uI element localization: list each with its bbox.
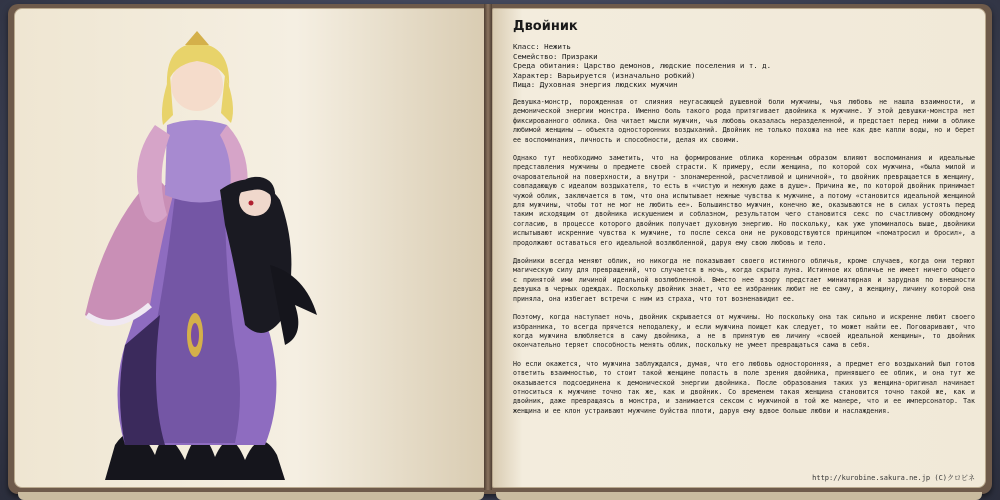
entry-content xyxy=(513,19,975,425)
meta-family: Семейство: Призраки xyxy=(513,51,598,61)
entry-title: Двойник xyxy=(513,19,578,34)
entry-paragraph: Однако тут необходимо заметить, что на формирование облика коренным образом влияют воспоминания и идеальные представления мужчины о предмете своей страсти. К примеру, если женщина, по которой сох мужчина, «была милой и очаровательной на поверхности, а внутри - злонамеренной, расчетливой и циничной», то двойник превращается в женщину, совпадающую с идеалом воздыхателя, то есть в «чистую и нежную даже в душе». Причина же, по которой двойник принимает чужой облик, заключается в том, что она испытывает нежные чувства к мужчине, а потому «становится идеальной женщиной для мужчины, чтобы тот не мог не любить ее». Большинство мужчин, конечно же, оказываются не в силах устоять перед таким исходящим от двойника искушением и соблазном, результатом чего становится секс по счастливому обоюдному согласию, в процессе которого двойник получает духовную энергию. Но поскольку, как уже упоминалось выше, двойники испытывают искренние чувства к мужчине, то после секса они не руководствуются принципом «поматросил и бросил», а продолжают оставаться его идеальной возлюбленной, даруя ему свою любовь и тело. xyxy=(513,154,975,247)
right-page-edge xyxy=(496,492,982,500)
entry-paragraph: Поэтому, когда наступает ночь, двойник скрывается от мужчины. Но поскольку она так сильно и искренне любит своего избранника, то всегда прячется неподалеку, и если мужчина поищет как следует, то может найти ее. Поговаривают, что когда мужчина влюбляется в саму двойника, а не в принятую ею личину «своей идеальной женщины», то двойник окончательно теряет способность менять облик, поскольку не умеет превращаться сама в себя. xyxy=(513,313,975,350)
book-spine xyxy=(484,4,492,490)
meta-temperament: Характер: Варьируется (изначально робкий) xyxy=(513,70,696,80)
left-page xyxy=(14,8,486,488)
copyright-footer: http://kurobine.sakura.ne.jp (C)クロビネ xyxy=(812,474,975,482)
open-book xyxy=(8,4,992,494)
monster-girl-illustration xyxy=(55,15,355,485)
entry-meta xyxy=(513,42,975,90)
entry-paragraph: Девушка-монстр, порожденная от слияния неугасающей душевной боли мужчины, чья любовь не нашла взаимности, и демонической энергии монстра. Именно боль такого рода притягивает двойника к мужчине. У этой девушки-монстра нет фиксированного облика. Она читает мысли мужчин, чья любовь оказалась неразделенной, и предстает перед ними в облике любимой женщины – объекта односторонних воздыханий. Двойник не только похожа на нее как две капли воды, но и берет ее воспоминания, личность и способности, делая их своими. xyxy=(513,97,975,144)
meta-food: Пища: Духовная энергия людских мужчин xyxy=(513,80,678,90)
meta-class: Класс: Нежить xyxy=(513,42,571,51)
entry-paragraph: Но если окажется, что мужчина заблуждался, думая, что его любовь односторонняя, а предмет его воздыханий был готов ответить взаимностью, то стоит такой женщине попасть в поле зрения двойника, принявшего ее облик, и она тут же оказывается подсоединена к демонической энергии двойника. После образования таких уз женщина-оригинал начинает относиться к мужчине точно так же, как и двойник. Со временем такая женщина становится точно такой же, как и двойник, даже превращаясь в монстра, и занимается сексом с мужчиной в той же манере, что и ее имперсонатор. Так женщина и ее клон устраивают мужчине буйства плоти, даруя ему вдвое больше любви и наслаждения. xyxy=(513,359,975,415)
meta-habitat: Среда обитания: Царство демонов, людские поселения и т. д. xyxy=(513,61,772,71)
entry-paragraph: Двойники всегда меняют облик, но никогда не показывают своего истинного обличья, кроме случаев, когда они теряют магическую силу для превращений, что случается в ночь, когда скрыта луна. Истинное их обличье не имеет ничего общего с принятой ими личиной идеальной возлюбленной. Вместо нее взору предстает миниатюрная и зарудная по внешности девушка в черных одеждах. Поскольку двойник знает, что ее избранник любит не ее саму, а женщину, личину которой она приняла, она избегает встречи с ним из страха, что тот возненавидит ее. xyxy=(513,257,975,303)
left-page-edge xyxy=(18,492,484,500)
right-page xyxy=(492,8,986,488)
